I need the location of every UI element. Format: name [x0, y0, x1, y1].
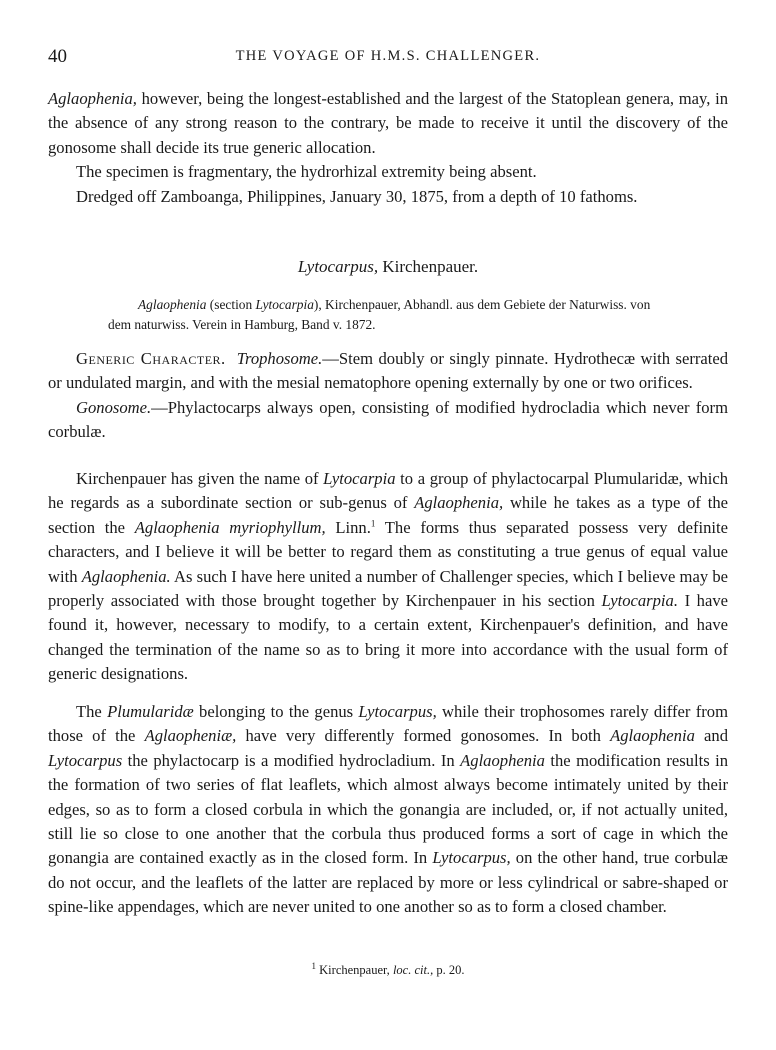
genus-title — [48, 257, 728, 277]
text-run: the phylactocarp is a modified hydrocladium. In — [122, 750, 461, 770]
gonosome-paragraph — [48, 396, 728, 445]
ref-text-1: (section — [206, 297, 256, 312]
italic-run: Aglaophenia. — [81, 566, 171, 586]
footnote-section — [48, 960, 728, 978]
paragraph-plumularidae — [48, 700, 728, 920]
ref-text-2: ), Kirchenpauer, Abhandl. aus dem Gebiete der Naturwiss. von — [313, 297, 651, 312]
text-run: to a group of phylactocarpal Plumularidæ, which he regards as a subordinate section or sub-genus of — [48, 469, 729, 513]
italic-run: Aglaopheniæ, — [144, 726, 237, 746]
text-run: Linn. — [325, 517, 371, 537]
text-run: have very differently formed gonosomes. In both — [236, 726, 611, 746]
gonosome-text: —Phylactocarps always open, consisting of modified hydrocladia which never form corbulæ. — [48, 397, 728, 442]
reference-citation — [48, 295, 728, 335]
generic-character-section — [48, 347, 728, 445]
text-run: The forms thus separated possess very definite characters, and I believe it will be better to regard them as constituting a true genus of equal value with — [48, 517, 729, 586]
intro-paragraph-2: The specimen is fragmentary, the hydrorhizal extremity being absent. — [76, 162, 537, 182]
synonymy-reference — [48, 295, 728, 335]
intro-paragraph-1 — [48, 87, 728, 160]
intro-paragraph-3: Dredged off Zamboanga, Philippines, January 30, 1875, from a depth of 10 fathoms. — [76, 186, 638, 206]
body-paragraph-2 — [48, 700, 728, 920]
genus-heading-section — [48, 257, 728, 277]
footnote-italic: loc. cit., — [392, 963, 434, 977]
gonosome-label: Gonosome. — [76, 397, 152, 417]
paragraph-kirchenpauer — [48, 467, 728, 687]
page-header — [48, 46, 728, 70]
generic-character-label: Generic Character. — [76, 349, 226, 368]
text-run: the modification results in the formation of two series of flat leaflets, which almost always become intimately united by their edges, so as to form a closed corbula in which the gonangia are included, or, if not actually united, still lie so close to one another that the corbula thus produced forms a sort of cage in which the gonangia are contained exactly as in the closed form. In — [48, 750, 728, 868]
page-number: 40 — [48, 46, 67, 67]
italic-run: Lytocarpus — [48, 750, 123, 770]
text-run: while their trophosomes rarely differ from those of the — [48, 702, 728, 746]
italic-run: Aglaophenia — [460, 750, 545, 770]
genus-italic: Aglaophenia, — [48, 89, 137, 108]
italic-run: Plumularidæ — [107, 702, 194, 721]
text-run: The — [76, 702, 108, 721]
italic-run: Lytocarpus, — [432, 848, 511, 868]
footnote-number: 1 — [311, 960, 317, 971]
text-run: belonging to the genus — [193, 702, 359, 721]
footnote — [48, 960, 728, 978]
trophosome-text: —Stem doubly or singly pinnate. Hydrothecæ with serrated or undulated margin, and with the mesial nematophore opening externally by one or two orifices. — [48, 349, 729, 393]
text-run: Kirchenpauer has given the name of — [76, 469, 324, 488]
italic-run: Lytocarpia — [323, 469, 396, 488]
trophosome-label: Trophosome. — [236, 349, 323, 368]
trophosome-paragraph — [48, 347, 728, 396]
italic-run: Aglaophenia — [610, 726, 695, 746]
text-run: while he takes as a type of the section the — [48, 493, 728, 537]
text-run: As such I have here united a number of Challenger species, which I believe may be properly associated with those brought together by Kirchenpauer in his section — [48, 566, 728, 611]
intro-text: however, being the longest-established and the largest of the Statoplean genera, may, in the absence of any strong reason to the contrary, be made to receive it until the discovery of the gonosome shall decide its true generic allocation. — [48, 89, 728, 157]
italic-run: Lytocarpus, — [358, 702, 437, 721]
italic-run: Lytocarpia. — [601, 591, 678, 611]
text-run: I have found it, however, necessary to modify, to a certain extent, Kirchenpauer's definition, and have changed the termination of the name so as to bring it more into accordance with the usual form of generic designations. — [48, 591, 728, 684]
footnote-text: Kirchenpauer, — [316, 963, 393, 977]
running-title: THE VOYAGE OF H.M.S. CHALLENGER. — [235, 48, 541, 64]
genus-name: Lytocarpus, — [297, 257, 379, 276]
italic-run: Aglaophenia, — [414, 493, 504, 513]
ref-text-3: dem naturwiss. Verein in Hamburg, Band v. 1872. — [108, 317, 376, 332]
ref-italic-2: Lytocarpia — [255, 297, 314, 312]
footnote-text: p. 20. — [433, 963, 465, 977]
intro-section — [48, 87, 728, 209]
text-run: on the other hand, true corbulæ do not occur, and the leaflets of the latter are replaced by more or less cylindrical or sabre-shaped or spine-like appendages, which are never united to one another so as to form a closed chamber. — [48, 848, 728, 917]
ref-italic-1: Aglaophenia — [138, 297, 207, 312]
footnote-marker: 1 — [370, 518, 376, 529]
italic-run: Aglaophenia myriophyllum, — [134, 517, 326, 537]
genus-author: Kirchenpauer. — [378, 257, 479, 276]
body-paragraph-1 — [48, 467, 728, 687]
text-run: and — [694, 726, 728, 746]
